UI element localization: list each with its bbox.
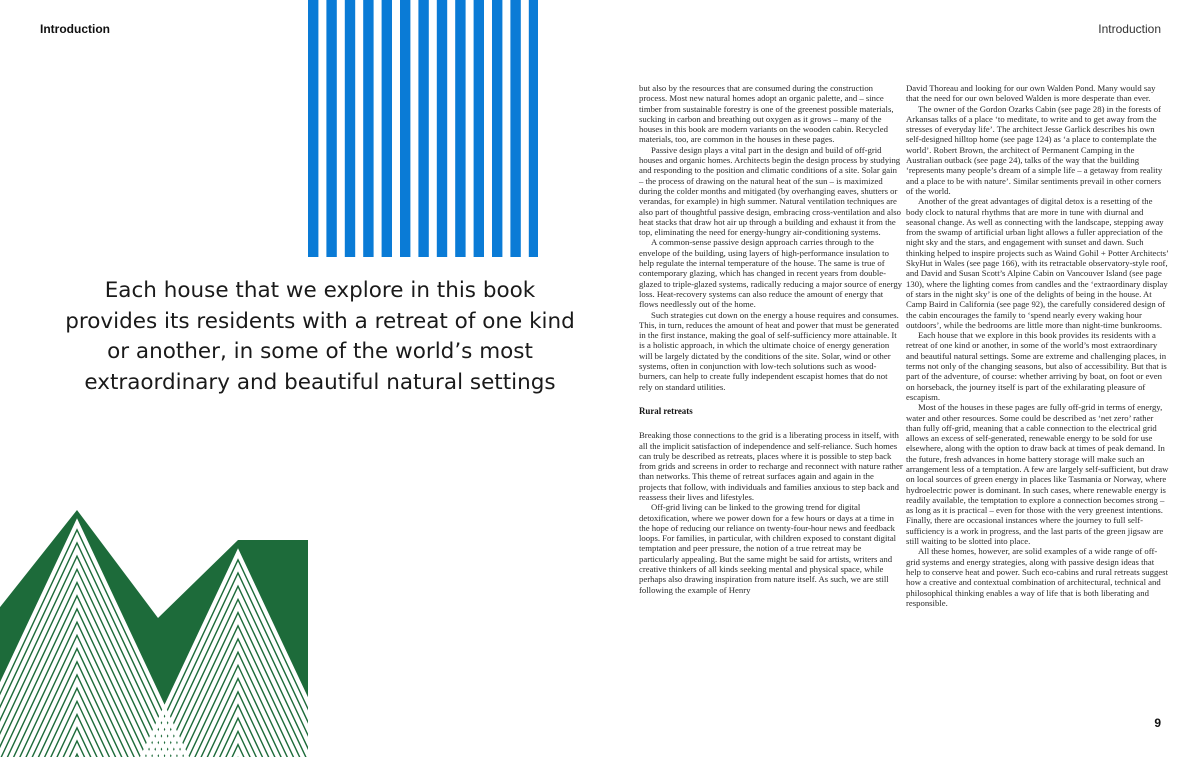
right-running-header: Introduction xyxy=(1098,22,1161,36)
blue-stripe xyxy=(345,0,355,257)
blue-stripe xyxy=(455,0,465,257)
left-running-header: Introduction xyxy=(40,22,110,36)
body-paragraph: Passive design plays a vital part in the design and build of off-grid houses and organic homes. Architects begin the design process by studying and responding to the position and climatic conditions of a site. Solar gain – the process of drawing on the natural heat of the sun – is maximized during the colder months and mitigated (by overhanging eaves, shutters or verandas, for example) in high summer. Natural ventilation techniques are also part of thoughtful passive design, embracing cross-ventilation and also heat stacks that draw hot air up through a building and exhaust it from the top, eliminating the need for energy-hungry air-conditioning systems. xyxy=(639,144,902,238)
green-chevron-graphic xyxy=(0,510,308,757)
body-paragraph: Each house that we explore in this book provides its residents with a retreat of one kind or another, in some of the world’s most extraordinary and beautiful natural settings. Some are extreme and challenging places, in terms not only of the changing seasons, but also of accessibility. But that is part of the adventure, of course: whether arriving by boat, on foot or even on horseback, the journey itself is part of the exhilarating pleasure of escapism. xyxy=(906,330,1167,402)
body-paragraph: All these homes, however, are solid examples of a wide range of off-grid systems and energy strategies, along with passive design ideas that help to conserve heat and power. Such eco-cabins and rural retreats suggest how a creative and contextual combination of architectural, technical and philosophical thinking enables a way of life that is both liberating and responsible. xyxy=(906,546,1168,608)
blue-stripe xyxy=(418,0,428,257)
body-paragraph: Off-grid living can be linked to the growing trend for digital detoxification, where we power down for a few hours or days at a time in the hope of reducing our reliance on twenty-four-hour news and feedback loops. For families, in particular, with children exposed to constant digital temptation and peer pressure, the notion of a true retreat may be particularly appealing. But the same might be said for artists, writers and creative thinkers of all kinds seeking mental and physical space, while perhaps also drawing inspiration from nature itself. As such, we are still following the example of Henry xyxy=(639,502,897,595)
right-page xyxy=(600,0,1200,757)
body-paragraph: Most of the houses in these pages are fully off-grid in terms of energy, water and other resources. Some could be described as ‘net zero’ rather than fully off-grid, meaning that a cable connection to the electrical grid allows an excess of self-generated, renewable energy to be sold for use elsewhere, along with the option to draw back at times of peak demand. In the future, fresh advances in home battery storage will make such an arrangement less of a temptation. A few are largely self-sufficient, but draw on local sources of green energy in places like Tasmania or Norway, where hydroelectric power is dominant. In such cases, where renewable energy is readily available, the temptation to explore a connection becomes strong – as long as it is practical – even for those with the very greenest intentions. Finally, there are occasional instances where the journey to full self-sufficiency is a work in progress, and the last parts of the green jigsaw are still waiting to be slotted into place. xyxy=(906,402,1169,547)
body-paragraph: Another of the great advantages of digital detox is a resetting of the body clock to natural rhythms that are more in tune with diurnal and seasonal change. As well as connecting with the landscape, stepping away from the swamp of artificial urban light allows a fuller appreciation of the night sky and the stars, and engagement with sunset and dawn. Such thinking helped to inspire projects such as Waind Gohil + Potter Architects’ SkyHut in Wales (see page 166), with its retractable observatory-style roof, and David and Susan Scott’s Alpine Cabin on Vancouver Island (see page 130), where the lighting comes from candles and the ‘extraordinary display of stars in the night sky’ is one of the delights of being in the house. At Camp Baird in California (see page 92), the carefully considered design of the cabin encourages the family to ‘spend nearly every waking hour outdoors’, while the bedrooms are little more than night-time bunkrooms. xyxy=(906,196,1169,330)
body-paragraph: The owner of the Gordon Ozarks Cabin (see page 28) in the forests of Arkansas talks of a place ‘to meditate, to write and to get away from the stresses of everyday life’. The architect Jesse Garlick describes his own self-designed hilltop home (see page 124) as ‘a place to contemplate the world’. Robert Brown, the architect of Permanent Camping in the Australian outback (see page 24), talks of the way that the building ‘represents many people’s dream of a simple life – a getaway from reality and a place to be with nature’. Similar sentiments prevail in other corners of the world. xyxy=(906,103,1163,196)
blue-stripes-graphic xyxy=(306,0,538,257)
pull-quote: Each house that we explore in this book provides its residents with a retreat of one kind or another, in some of the world’s most extraordinary and beautiful natural settings xyxy=(65,278,575,395)
body-paragraph: Breaking those connections to the grid is a liberating process in itself, with all the implicit satisfaction of independence and self-reliance. Such homes can truly be described as retreats, places where it is possible to step back from grids and screens in order to recharge and reconnect with nature rather than networks. This theme of retreat surfaces again and again in the projects that follow, with individuals and families anxious to step back and reassess their lives and lifestyles. xyxy=(639,430,903,502)
blue-stripe xyxy=(529,0,538,257)
body-paragraph: but also by the resources that are consumed during the construction process. Most new natural homes adopt an organic palette, and – since timber from sustainable forestry is one of the greenest possible materials, sucking in carbon and breathing out oxygen as it grows – many of the houses in this book are modern variants on the wooden cabin. Recycled materials, too, are common in the houses in these pages. xyxy=(639,83,894,145)
blue-stripe xyxy=(400,0,410,257)
blue-stripe xyxy=(382,0,392,257)
blue-stripe xyxy=(326,0,336,257)
body-paragraph: Such strategies cut down on the energy a house requires and consumes. This, in turn, reduces the amount of heat and power that must be generated in the first instance, making the goal of self-sufficiency more attainable. It is a holistic approach, in which the ultimate choice of energy generation will be largely dictated by the conditions of the site. Solar, wind or other systems, often in conjunction with low-tech solutions such as wood-burners, can help to create fully independent escapist homes that do not rely on standard utilities. xyxy=(639,309,899,392)
blue-stripe xyxy=(308,0,318,257)
blue-stripe xyxy=(492,0,502,257)
body-paragraph: A common-sense passive design approach carries through to the envelope of the building, using layers of high-performance insulation to help regulate the internal temperature of the house. The same is true of contemporary glazing, which has changed in recent years from double-glazed to triple-glazed systems, radically reducing a major source of energy loss. Heat-recovery systems can also reduce the amount of energy that flows needlessly out of the home. xyxy=(639,237,903,310)
blue-stripe xyxy=(363,0,373,257)
blue-stripe xyxy=(437,0,447,257)
blue-stripe xyxy=(510,0,520,257)
text-column-right xyxy=(906,83,1170,608)
subheading-rural-retreats: Rural retreats xyxy=(639,405,693,416)
blue-stripe xyxy=(474,0,484,257)
page-number: 9 xyxy=(1154,716,1161,730)
text-column-left xyxy=(639,83,903,595)
body-paragraph: David Thoreau and looking for our own Walden Pond. Many would say that the need for our own beloved Walden is more desperate than ever. xyxy=(906,83,1156,104)
